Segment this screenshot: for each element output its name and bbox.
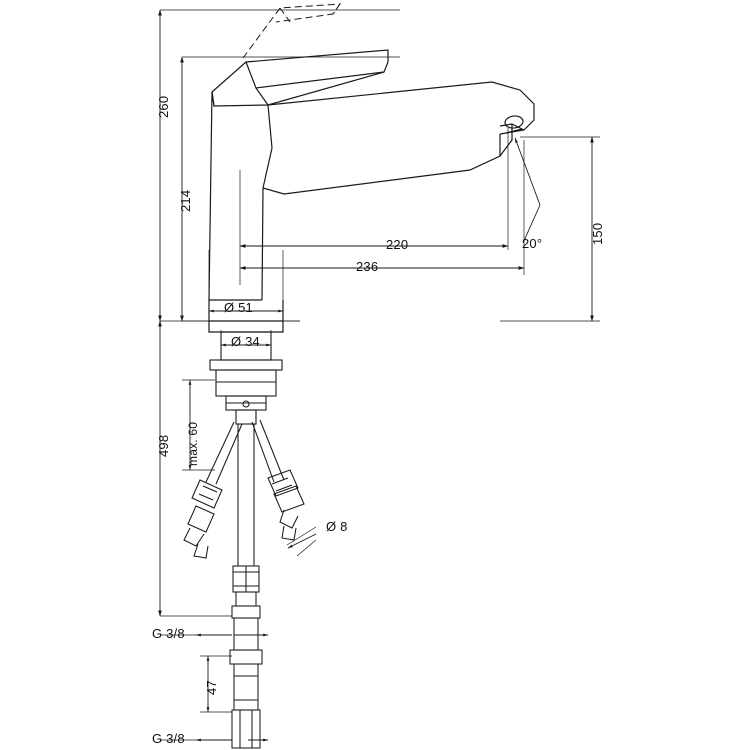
dim-label-thread-top: G 3/8	[152, 626, 185, 641]
dim-label-spout-angle: 20°	[522, 236, 543, 251]
dim-label-spout-height: 150	[590, 222, 605, 245]
lever-handle	[212, 50, 388, 106]
dim-label-body-diameter: Ø 51	[224, 300, 253, 315]
dim-label-reach-outer: 236	[356, 259, 379, 274]
central-supply-tube	[230, 424, 262, 748]
dim-label-total-length: 498	[156, 434, 171, 457]
dim-label-height-total: 260	[156, 95, 171, 118]
dim-label-connector-length: 47	[204, 680, 219, 695]
dim-label-thread-bottom: G 3/8	[152, 731, 185, 746]
lever-open-position	[243, 4, 340, 58]
dim-label-hose-diameter: Ø 8	[326, 519, 348, 534]
dimension-lines	[160, 10, 592, 740]
dim-label-max-thickness: max. 60	[186, 421, 200, 466]
dim-label-height-spout: 214	[178, 189, 193, 212]
dim-label-base-diameter: Ø 34	[231, 334, 260, 349]
dim-label-reach-inner: 220	[386, 237, 409, 252]
faucet-outline	[209, 4, 534, 332]
flexible-hoses	[184, 420, 304, 558]
